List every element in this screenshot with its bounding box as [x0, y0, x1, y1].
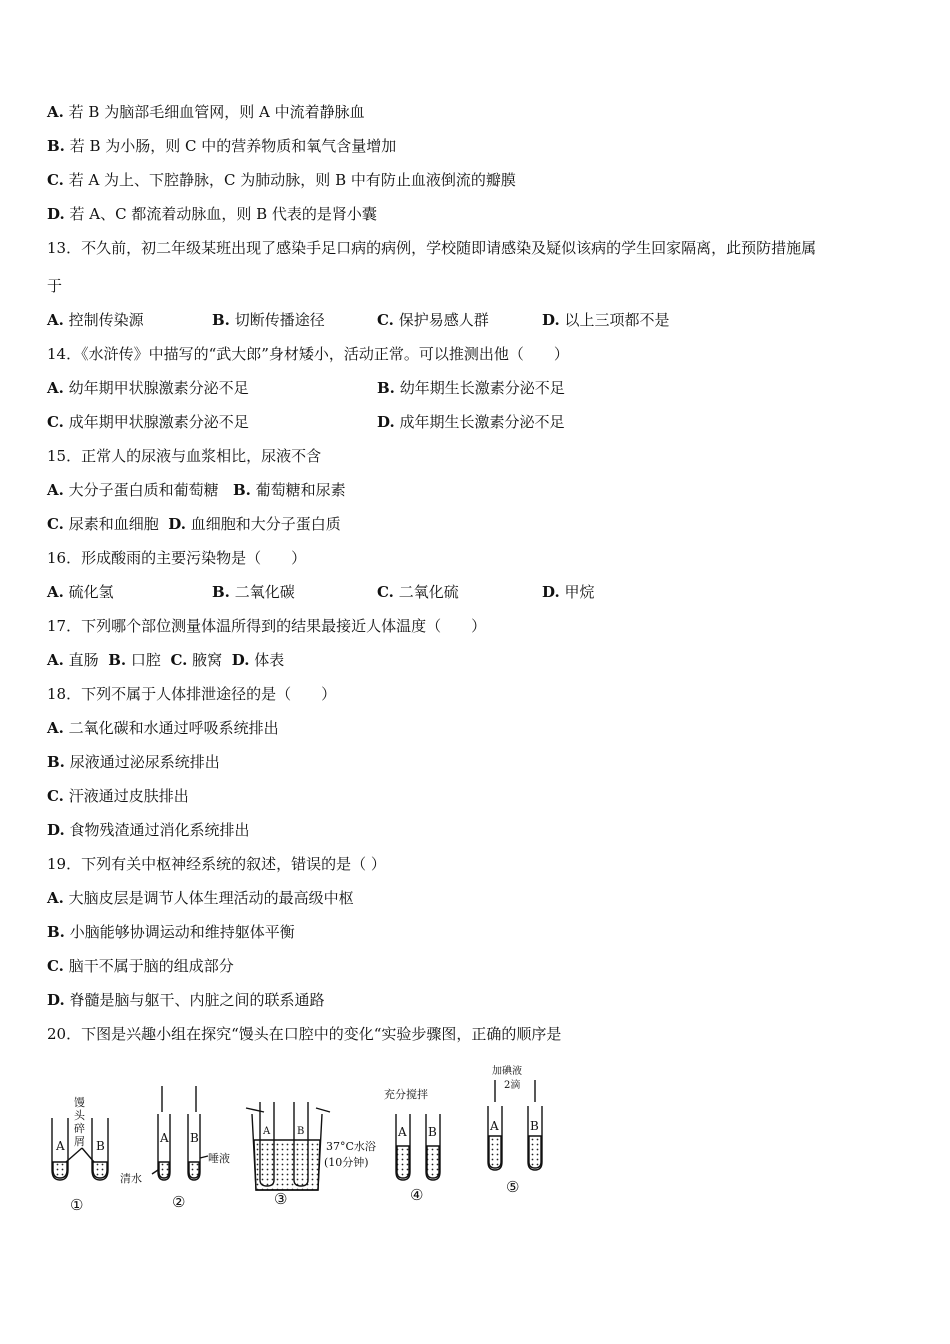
q16-option-d	[542, 582, 595, 602]
option-letter: C.	[170, 651, 188, 669]
tube-a-label: A	[263, 1126, 271, 1137]
option-letter: C.	[47, 515, 64, 533]
mantou-label-4: 屑	[74, 1135, 85, 1148]
option-letter: A.	[47, 379, 64, 397]
option-letter: D.	[47, 205, 65, 223]
q19-option-a	[47, 888, 354, 908]
mantou-label-2: 头	[74, 1109, 85, 1122]
option-text: 若 A、C 都流着动脉血，则 B 代表的是肾小囊	[69, 205, 377, 223]
q13-stem: 13．不久前，初二年级某班出现了感染手足口病的病例，学校随即请感染及疑似该病的学生回家隔离，此预防措施属	[47, 239, 817, 257]
option-letter: C.	[377, 311, 394, 329]
option-text: 直肠	[68, 651, 99, 669]
option-letter: B.	[108, 651, 127, 669]
option-text: 口腔	[130, 651, 161, 669]
step3-beaker	[246, 1102, 330, 1190]
stir-label: 充分搅拌	[384, 1088, 428, 1101]
option-text: 二氧化硫	[398, 583, 459, 601]
q19-option-b	[47, 922, 295, 942]
q19-option-d	[47, 990, 325, 1010]
option-letter: B.	[47, 753, 65, 771]
q16-option-c	[377, 582, 459, 602]
option-text: 幼年期生长激素分泌不足	[399, 379, 565, 397]
q18-stem: 18．下列不属于人体排泄途径的是（ ）	[47, 685, 337, 703]
option-letter: C.	[377, 583, 394, 601]
q12-option-c	[47, 170, 516, 190]
q13-option-a	[47, 310, 144, 330]
option-letter: D.	[168, 515, 186, 533]
option-letter: D.	[542, 311, 560, 329]
tube-a-label: A	[398, 1125, 407, 1139]
option-letter: D.	[47, 821, 65, 839]
tube-a-label: A	[490, 1119, 499, 1133]
q14-stem: 14．《水浒传》中描写的“武大郎”身材矮小，活动正常。可以推测出他（ ）	[47, 345, 569, 363]
q14-option-c	[47, 412, 249, 432]
tube-b-label: B	[297, 1126, 305, 1137]
option-letter: D.	[542, 583, 560, 601]
option-text: 汗液通过皮肤排出	[68, 787, 189, 805]
water-label: 清水	[120, 1172, 142, 1185]
option-text: 腋窝	[192, 651, 223, 669]
option-letter: C.	[47, 171, 64, 189]
option-text: 脑干不属于脑的组成部分	[68, 957, 234, 975]
option-letter: D.	[47, 991, 65, 1009]
option-text: 成年期生长激素分泌不足	[399, 413, 565, 431]
tube-b-label: B	[190, 1131, 199, 1145]
option-text: 血细胞和大分子蛋白质	[190, 515, 341, 533]
option-text: 保护易感人群	[398, 311, 489, 329]
option-text: 食物残渣通过消化系统排出	[69, 821, 250, 839]
option-letter: A.	[47, 481, 64, 499]
option-text: 成年期甲状腺激素分泌不足	[68, 413, 249, 431]
option-text: 若 A 为上、下腔静脉，C 为肺动脉，则 B 中有防止血液倒流的瓣膜	[68, 171, 516, 189]
tube-a-label: A	[56, 1139, 65, 1153]
option-text: 尿液通过泌尿系统排出	[69, 753, 220, 771]
option-text: 甲烷	[564, 583, 595, 601]
q14-option-b	[377, 378, 565, 398]
option-letter: B.	[377, 379, 395, 397]
water-bath-label: 37°C水浴	[326, 1140, 376, 1153]
option-text: 体表	[254, 651, 285, 669]
option-letter: C.	[47, 787, 64, 805]
q15-options-row1	[47, 480, 346, 500]
q19-option-c	[47, 956, 234, 976]
option-letter: A.	[47, 889, 64, 907]
q18-option-b	[47, 752, 220, 772]
option-letter: B.	[47, 923, 65, 941]
option-letter: B.	[232, 481, 251, 499]
option-letter: A.	[47, 651, 64, 669]
option-letter: A.	[47, 103, 64, 121]
step4-number: ④	[410, 1186, 424, 1204]
tube-b-label: B	[428, 1125, 437, 1139]
step4-tubes	[396, 1114, 440, 1180]
mantou-label-1: 馒	[74, 1096, 85, 1109]
option-letter: B.	[47, 137, 65, 155]
q15-stem: 15．正常人的尿液与血浆相比，尿液不含	[47, 447, 322, 465]
q16-option-a	[47, 582, 114, 602]
q17-stem: 17．下列哪个部位测量体温所得到的结果最接近人体温度（ ）	[47, 617, 487, 635]
option-text: 二氧化碳	[234, 583, 295, 601]
q13-option-b	[212, 310, 325, 330]
option-text: 若 B 为小肠，则 C 中的营养物质和氧气含量增加	[69, 137, 397, 155]
iodine-label: 加碘液	[492, 1066, 522, 1077]
q13-option-c	[377, 310, 489, 330]
option-text: 脊髓是脑与躯干、内脏之间的联系通路	[69, 991, 325, 1009]
mantou-label-3: 碎	[74, 1122, 85, 1135]
step1-number: ①	[70, 1196, 84, 1214]
q13-stem-cont: 于	[47, 277, 63, 295]
q18-option-c	[47, 786, 189, 806]
q15-options-row2	[47, 514, 341, 534]
step3-number: ③	[274, 1190, 288, 1208]
step2-number: ②	[172, 1193, 186, 1211]
option-text: 以上三项都不是	[564, 311, 670, 329]
option-text: 若 B 为脑部毛细血管网，则 A 中流着静脉血	[68, 103, 365, 121]
tube-b-label: B	[530, 1119, 539, 1133]
option-text: 大脑皮层是调节人体生理活动的最高级中枢	[68, 889, 354, 907]
q12-option-a	[47, 102, 365, 122]
q20-stem: 20．下图是兴趣小组在探究“馒头在口腔中的变化“实验步骤图，正确的顺序是	[47, 1025, 562, 1043]
option-letter: A.	[47, 311, 64, 329]
option-text: 控制传染源	[68, 311, 144, 329]
option-text: 小脑能够协调运动和维持躯体平衡	[69, 923, 295, 941]
q16-option-b	[212, 582, 295, 602]
option-text: 大分子蛋白质和葡萄糖	[68, 481, 219, 499]
q12-option-d	[47, 204, 377, 224]
q18-option-d	[47, 820, 250, 840]
tube-b-label: B	[96, 1139, 105, 1153]
option-letter: B.	[212, 311, 230, 329]
option-letter: D.	[377, 413, 395, 431]
experiment-steps-figure	[40, 1062, 560, 1222]
q12-option-b	[47, 136, 396, 156]
option-text: 切断传播途径	[234, 311, 325, 329]
tube-a-label: A	[160, 1131, 169, 1145]
q14-option-a	[47, 378, 249, 398]
q14-option-d	[377, 412, 565, 432]
option-letter: D.	[231, 651, 250, 669]
q16-stem: 16．形成酸雨的主要污染物是（ ）	[47, 549, 307, 567]
option-text: 幼年期甲状腺激素分泌不足	[68, 379, 249, 397]
option-letter: A.	[47, 583, 64, 601]
option-text: 二氧化碳和水通过呼吸系统排出	[68, 719, 279, 737]
drops-label: 2滴	[504, 1080, 521, 1091]
option-letter: C.	[47, 957, 64, 975]
q17-options	[47, 650, 284, 670]
option-letter: C.	[47, 413, 64, 431]
saliva-label: 唾液	[208, 1152, 230, 1165]
q19-stem: 19．下列有关中枢神经系统的叙述，错误的是（ ）	[47, 855, 386, 873]
option-text: 葡萄糖和尿素	[255, 481, 346, 499]
q18-option-a	[47, 718, 279, 738]
option-text: 尿素和血细胞	[68, 515, 159, 533]
q13-option-d	[542, 310, 670, 330]
option-letter: A.	[47, 719, 64, 737]
option-text: 硫化氢	[68, 583, 114, 601]
option-letter: B.	[212, 583, 230, 601]
step5-number: ⑤	[506, 1178, 520, 1196]
time-label: (10分钟)	[324, 1156, 369, 1169]
